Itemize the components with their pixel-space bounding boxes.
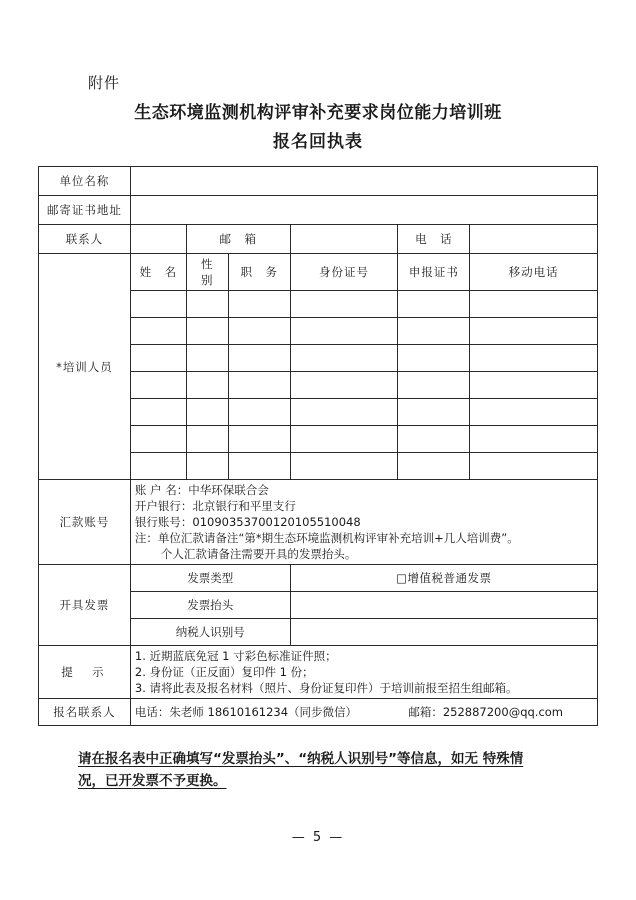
trainee-cell-id-number[interactable]: [290, 399, 398, 426]
trainee-cell-name[interactable]: [130, 426, 186, 453]
trainee-cell-id-number[interactable]: [290, 318, 398, 345]
taxpayer-id-input[interactable]: [290, 619, 597, 646]
trainee-cell-gender[interactable]: [186, 345, 228, 372]
remittance-account-number: 银行账号：01090353700120105510048: [134, 515, 361, 529]
trainee-cell-gender[interactable]: [186, 318, 228, 345]
trainee-cell-name[interactable]: [130, 372, 186, 399]
table-row-mail-address: [39, 196, 598, 225]
remittance-note-personal: 个人汇款请备注需要开具的发票抬头。: [160, 547, 357, 561]
trainee-cell-certificate[interactable]: [398, 345, 470, 372]
trainee-cell-mobile[interactable]: [470, 426, 598, 453]
registration-contact-phone: 电话：朱老师 18610161234（同步微信）: [134, 705, 358, 719]
trainee-cell-mobile[interactable]: [470, 453, 598, 480]
trainee-cell-gender[interactable]: [186, 399, 228, 426]
invoice-label: 开具发票: [39, 565, 131, 646]
trainee-cell-position[interactable]: [228, 426, 290, 453]
trainee-cell-name[interactable]: [130, 318, 186, 345]
trainee-header-certificate: 申报证书: [398, 254, 470, 291]
trainee-cell-mobile[interactable]: [470, 372, 598, 399]
remittance-account-name: 账 户 名：中华环保联合会: [134, 483, 269, 497]
invoice-type-checkbox-vat-general[interactable]: □增值税普通发票: [290, 565, 597, 592]
table-row-invoice-type: [39, 565, 598, 592]
trainee-cell-name[interactable]: [130, 399, 186, 426]
invoice-type-label: 发票类型: [130, 565, 290, 592]
mail-address-label: 邮寄证书地址: [39, 196, 131, 225]
trainee-cell-position[interactable]: [228, 372, 290, 399]
phone-label: 电 话: [398, 225, 470, 254]
trainee-cell-position[interactable]: [228, 291, 290, 318]
trainee-cell-certificate[interactable]: [398, 453, 470, 480]
trainee-header-id-number: 身份证号: [290, 254, 398, 291]
page-number: — 5 —: [291, 830, 345, 845]
remittance-label: 汇款账号: [39, 480, 131, 565]
trainee-cell-certificate[interactable]: [398, 426, 470, 453]
table-row-unit-name: [39, 167, 598, 196]
email-input[interactable]: [290, 225, 398, 254]
trainee-cell-id-number[interactable]: [290, 372, 398, 399]
table-row-registration-contact: [39, 699, 598, 726]
registration-contact-email: 邮箱：252887200@qq.com: [408, 705, 564, 719]
contact-input[interactable]: [130, 225, 186, 254]
trainee-cell-name[interactable]: [130, 345, 186, 372]
tips-line-2: 2. 身份证（正反面）复印件 1 份；: [134, 665, 314, 679]
trainee-header-name: 姓 名: [130, 254, 186, 291]
registration-contact-label: 报名联系人: [39, 699, 131, 726]
document-title-block: [0, 100, 636, 156]
registration-form-table: [38, 166, 598, 726]
attachment-label: 附件: [88, 74, 121, 92]
table-row-remittance: [39, 480, 598, 565]
trainee-cell-certificate[interactable]: [398, 318, 470, 345]
tips-content: [130, 646, 597, 699]
contact-label: 联系人: [39, 225, 131, 254]
mail-address-input[interactable]: [130, 196, 597, 225]
trainee-cell-certificate[interactable]: [398, 372, 470, 399]
footer-note-line-1: 请在报名表中正确填写“发票抬头”、“纳税人识别号”等信息，如无: [78, 751, 478, 767]
trainee-cell-id-number[interactable]: [290, 453, 398, 480]
trainee-cell-mobile[interactable]: [470, 399, 598, 426]
remittance-bank-name: 开户银行：北京银行和平里支行: [134, 499, 296, 513]
invoice-title-label: 发票抬头: [130, 592, 290, 619]
table-row-trainee-headers: [39, 254, 598, 291]
taxpayer-id-label: 纳税人识别号: [130, 619, 290, 646]
trainee-cell-mobile[interactable]: [470, 291, 598, 318]
trainee-cell-position[interactable]: [228, 345, 290, 372]
trainee-cell-mobile[interactable]: [470, 318, 598, 345]
trainee-cell-gender[interactable]: [186, 372, 228, 399]
invoice-title-input[interactable]: [290, 592, 597, 619]
trainee-cell-id-number[interactable]: [290, 291, 398, 318]
footer-note: [78, 748, 548, 792]
registration-contact-content: [130, 699, 597, 726]
tips-line-1: 1. 近期蓝底免冠 1 寸彩色标准证件照；: [134, 649, 337, 663]
trainee-cell-gender[interactable]: [186, 426, 228, 453]
trainee-cell-id-number[interactable]: [290, 345, 398, 372]
table-row-tips: [39, 646, 598, 699]
trainees-label: *培训人员: [39, 254, 131, 480]
email-label: 邮 箱: [186, 225, 290, 254]
trainee-cell-name[interactable]: [130, 453, 186, 480]
remittance-note-company: 注：单位汇款请备注“第*期生态环境监测机构评审补充培训+几人培训费”。: [134, 531, 519, 545]
unit-name-input[interactable]: [130, 167, 597, 196]
trainee-cell-name[interactable]: [130, 291, 186, 318]
table-row-contact: [39, 225, 598, 254]
title-line-1: 生态环境监测机构评审补充要求岗位能力培训班: [134, 103, 502, 123]
trainee-cell-id-number[interactable]: [290, 426, 398, 453]
trainee-cell-certificate[interactable]: [398, 291, 470, 318]
tips-label: 提 示: [39, 646, 131, 699]
trainee-cell-position[interactable]: [228, 318, 290, 345]
trainee-header-mobile: 移动电话: [470, 254, 598, 291]
tips-line-3: 3. 请将此表及报名材料（照片、身份证复印件）于培训前报至招生组邮箱。: [134, 681, 518, 695]
phone-input[interactable]: [470, 225, 598, 254]
trainee-header-position: 职 务: [228, 254, 290, 291]
unit-name-label: 单位名称: [39, 167, 131, 196]
title-line-2: 报名回执表: [273, 132, 363, 152]
trainee-cell-gender[interactable]: [186, 453, 228, 480]
trainee-header-gender: 性 别: [186, 254, 228, 291]
remittance-details: [130, 480, 597, 565]
trainee-cell-mobile[interactable]: [470, 345, 598, 372]
trainee-cell-gender[interactable]: [186, 291, 228, 318]
trainee-cell-position[interactable]: [228, 399, 290, 426]
trainee-cell-position[interactable]: [228, 453, 290, 480]
trainee-cell-certificate[interactable]: [398, 399, 470, 426]
footer-note-line-2: 特殊情况，已开发票不予更换。: [78, 751, 524, 789]
